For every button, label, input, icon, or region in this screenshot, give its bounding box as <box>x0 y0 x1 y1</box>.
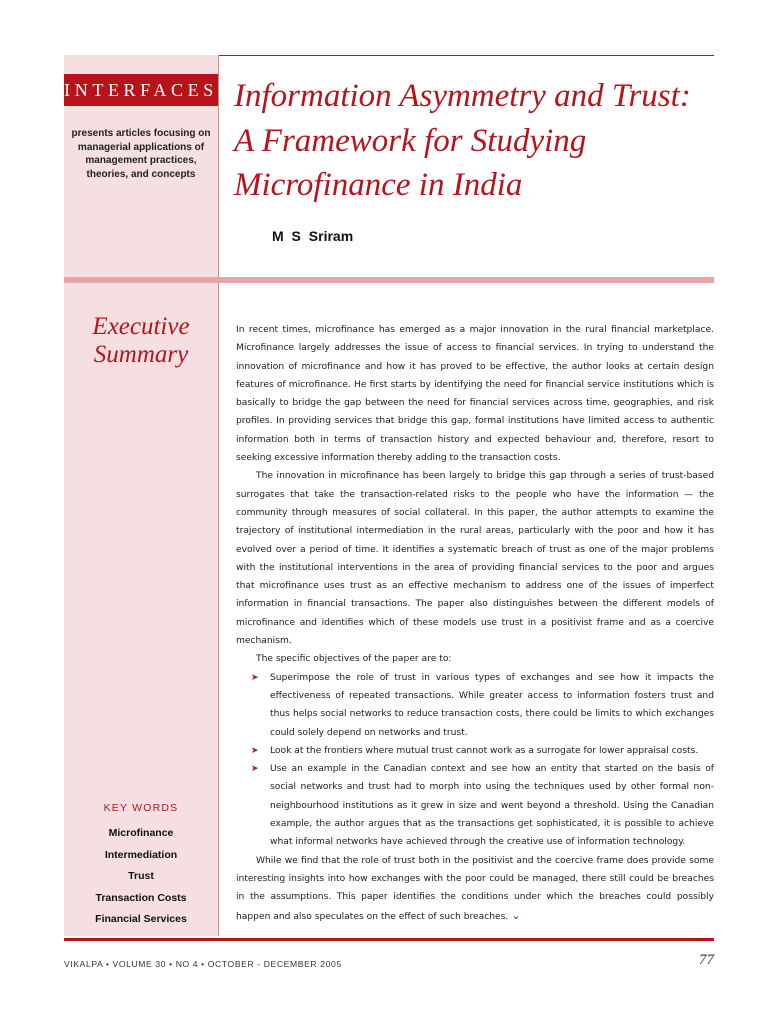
heading-line-1: Executive <box>92 313 190 340</box>
keyword-item: Microfinance <box>108 827 174 839</box>
summary-closing <box>236 852 714 926</box>
summary-body <box>236 321 714 926</box>
title-line-2: A Framework for Studying <box>234 122 587 159</box>
objective-item <box>251 669 714 742</box>
arrow-bullet-icon: ➤ <box>251 745 259 756</box>
arrow-bullet-icon: ➤ <box>251 764 259 775</box>
page-number: 77 <box>699 952 714 968</box>
title-line-1: Information Asymmetry and Trust: <box>234 78 691 114</box>
closing-text: While we find that the role of trust both in the positivist and the coercive frame does provide some interesting insights into how exchanges with the poor could be managed, there still could be breaches in the assumptions. This paper identifies the conditions under which the breaches could possibly happen and also speculates on the effect of such breaches. <box>236 855 714 922</box>
summary-paragraph: In recent times, microfinance has emerged as a major innovation in the rural financial marketplace. Microfinance largely addresses the issue of access to financial services. In trying to understand the innovation of microfinance and how it has proved to be effective, the author looks at certain design features of microfinance. He first starts by identifying the need for financial service institutions which is basically to bridge the gap between the need for financial services across time, geographies, and risk profiles. In providing services that bridge this gap, formal institutions have limited access to authentic information both in terms of transaction history and expected behaviour and, therefore, resort to seeking excessive information thereby adding to the transaction costs. <box>236 325 714 464</box>
keywords-list <box>64 823 218 931</box>
keyword-item: Trust <box>128 870 154 882</box>
executive-summary-heading <box>64 313 218 369</box>
summary-paragraph: The innovation in microfinance has been largely to bridge this gap through a series of trust-based surrogates that take the transaction-related risks to the people who have the information — the community through measures of social collateral. In this paper, the author attempts to examine the trajectory of institutional intermediation in the rural areas, particularly with the poor and how it has evolved over a period of time. It identifies a systematic breach of trust as one of the major problems with the institutional interventions in the area of providing financial services to the poor and argues that microfinance uses trust as an effective mechanism to address one of the issues of imperfect information in financial transactions. The paper also distinguishes between the different models of microfinance and identifies which of these models use trust in a positivist frame and as a coercive mechanism. <box>236 471 714 647</box>
objective-item <box>251 742 714 760</box>
keyword-item: Financial Services <box>95 913 187 925</box>
objective-text: Look at the frontiers where mutual trust cannot work as a surrogate for lower appraisal costs. <box>270 745 699 756</box>
keyword-item: Intermediation <box>104 848 178 861</box>
heading-line-2: Summary <box>93 341 189 368</box>
author-name: M S Sriram <box>272 228 354 244</box>
keywords-title: KEY WORDS <box>103 802 179 814</box>
objectives-list <box>236 669 714 852</box>
arrow-bullet-icon: ➤ <box>251 672 259 683</box>
end-mark-icon: ⌄ <box>511 908 521 922</box>
summary-paragraph: The specific objectives of the paper are to: <box>256 654 452 665</box>
keyword-item: Transaction Costs <box>95 891 187 904</box>
top-rule <box>218 55 714 56</box>
article-title <box>234 74 714 208</box>
objective-text: Use an example in the Canadian context and see how an entity that started on the basis of social networks and trust had to morph into using the techniques used by other formal non-neighbourhood institutions as it grew in size and went beyond a threshold. Using the Canadian example, the author argues that as the transactions get sophisticated, it is possible to achieve what informal networks have achieved through the creative use of information technology. <box>270 764 714 848</box>
section-banner: INTERFACES <box>64 74 218 106</box>
objective-item <box>251 760 714 851</box>
objective-text: Superimpose the role of trust in various types of exchanges and see how it impacts the effectiveness of repeated transactions. While greater access to information fosters trust and thus helps social networks to reduce transaction costs, there could be limits to which exchanges could solely depend on networks and trust. <box>270 672 714 738</box>
title-line-3: Microfinance in India <box>234 167 523 203</box>
section-description: presents articles focusing on managerial applications of management practices, theories, and concepts <box>71 128 211 180</box>
footer-citation: VIKALPA • VOLUME 30 • NO 4 • OCTOBER - DECEMBER 2005 <box>64 959 342 969</box>
bottom-rule <box>64 938 714 941</box>
